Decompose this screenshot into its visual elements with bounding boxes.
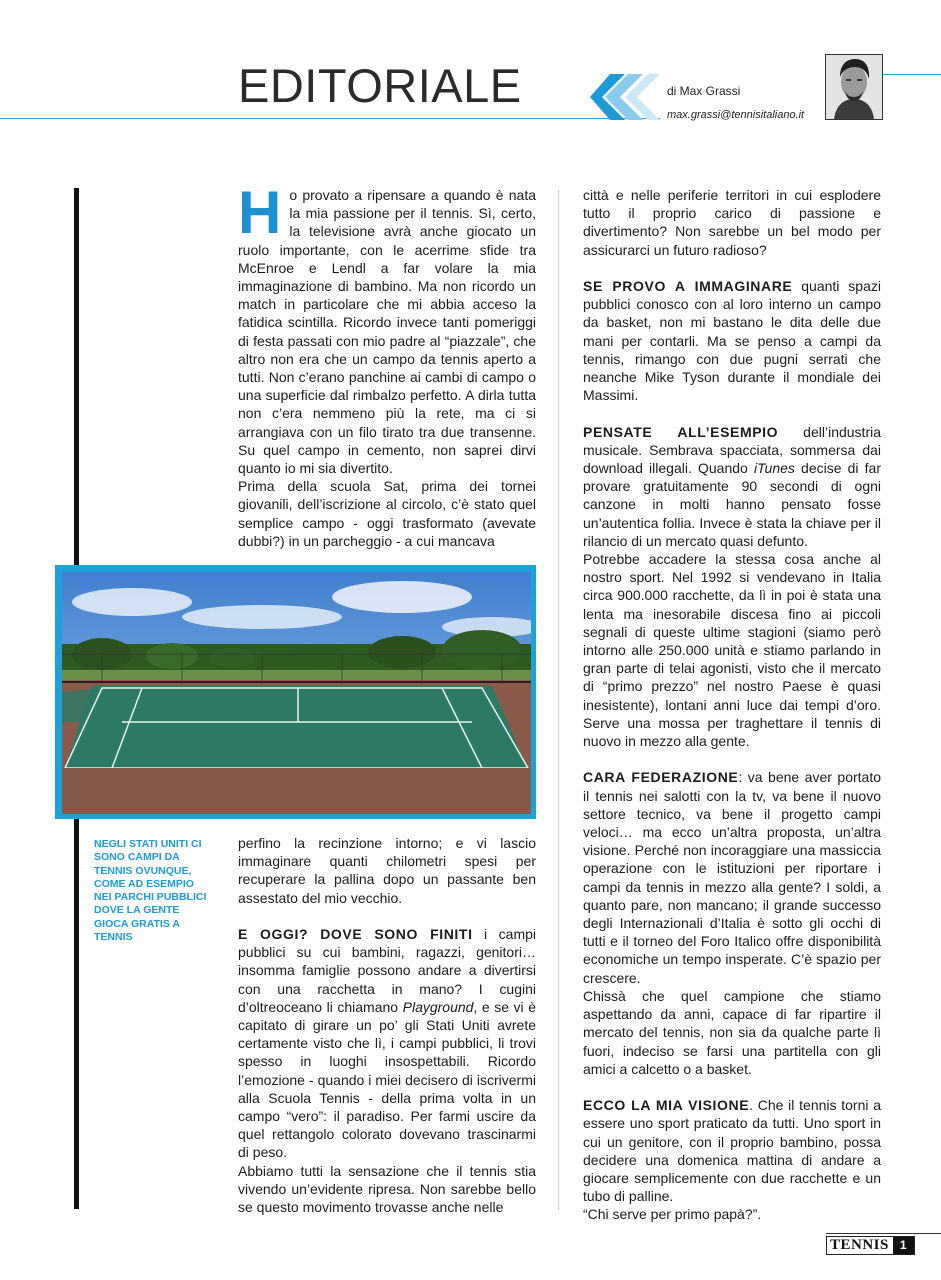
chevrons-graphic	[590, 74, 660, 120]
paragraph: Abbiamo tutti la sensazione che il tennis stia vivendo un’evidente ripresa. Non sarebbe bello se questo movimento trovasse anche nelle	[238, 1162, 536, 1216]
paragraph: Prima della scuola Sat, prima dei tornei giovanili, dell’iscrizione al circolo, c’è stato quel semplice campo - oggi trasformato (avevate dubbi?) in un parcheggio - a cui mancava	[238, 478, 536, 549]
paragraph: E OGGI? DOVE SONO FINITI i campi pubblici su cui bambini, ragazzi, genitori… insomma famiglie possono andare a divertirsi con una racchetta in mano? I cugini d’oltreoceano li chiamano Playground, e se vi è capitato di girare un po’ gli Stati Uniti avrete certamente visto che lì, i campi pubblici, li trovi spesso in luoghi insospettabili. Ricordo l’emozione - quando i miei decisero di iscrivermi alla Scuola Tennis - della prima volta in un campo “vero”: il paradiso. Per farmi uscire da quel rettangolo colorato dovevano trascinarmi di peso.	[238, 926, 536, 1161]
section-lead: E OGGI? DOVE SONO FINITI	[238, 926, 473, 942]
photo-caption: NEGLI STATI UNITI CI SONO CAMPI DA TENNIS OVUNQUE, COME AD ESEMPIO NEI PARCHI PUBBLICI DOVE LA GENTE GIOCA GRATIS A TENNIS	[94, 838, 207, 944]
paragraph: ECCO LA MIA VISIONE. Che il tennis torni a essere uno sport praticato da tutti. Uno sport in cui un genitore, con il proprio bambino, possa decidere una domenica mattina di andare a giocare semplicemente con due racchette e un tubo di palline.	[583, 1097, 881, 1205]
author-byline: di Max Grassi	[667, 84, 741, 98]
paragraph: Potrebbe accadere la stessa cosa anche al nostro sport. Nel 1992 si vendevano in Italia circa 900.000 racchette, da lì in poi è stata una lenta ma inesorabile discesa fino ai piccoli segnali di queste ultime stagioni (siamo però intorno alle 250.000 unità e stiamo parlando in gran parte di telai agonisti, visto che il mercato di “primo prezzo” nel nostro Paese è quasi inesistente), lontani anni luce dai tempi d’oro. Serve una mossa per traghettare il tennis di nuovo in mezzo alla gente.	[583, 551, 881, 750]
paragraph-gap	[583, 259, 881, 277]
column-separator	[558, 190, 559, 1210]
paragraph: CARA FEDERAZIONE: va bene aver portato il tennis nei salotti con la tv, va bene il nuovo settore tecnico, va bene il progetto campi veloci… ma ecco un’altra proposta, un’altra visione. Perché non incoraggiare una massiccia operazione con le istituzioni per riportare i campi da tennis in mezzo alla gente? I soldi, a quanto pare, non mancano; il grande successo degli Internazionali d’Italia è sotto gli occhi di tutti e il torneo del Foro Italico offre disponibilità economiche un tempo insperate. C’è spazio per crescere.	[583, 769, 881, 986]
paragraph: SE PROVO A IMMAGINARE quanti spazi pubblici conosco con al loro interno un campo da basket, non mi bastano le dita delle due mani per contarli. Ma se penso a campi da tennis, rimango con due pugni serrati che neanche Mike Tyson durante il mondiale dei Massimi.	[583, 278, 881, 404]
tennis-court-photo	[62, 572, 531, 814]
section-lead: SE PROVO A IMMAGINARE	[583, 278, 793, 294]
article-column-1-bottom	[238, 834, 536, 1216]
section-lead: CARA FEDERAZIONE	[583, 769, 739, 786]
footer-rule	[826, 1233, 941, 1234]
page-number: 1	[893, 1237, 914, 1254]
paragraph: “Chi serve per primo papà?”.	[583, 1206, 762, 1223]
paragraph: PENSATE ALL’ESEMPIO dell’industria musicale. Sembrava spacciata, sommersa dai download illegali. Quando iTunes decise di far provare gratuitamente 90 secondi di ogni canzone in molti hanno pensato fosse un’autentica follia. Invece è stata la chiave per il rilancio di un mercato quasi defunto.	[583, 423, 881, 549]
paragraph: città e nelle periferie territori in cui esplodere tutto il proprio carico di passione e divertimento? Non sarebbe un bel modo per assicurarci un futuro radioso?	[583, 187, 881, 258]
paragraph-gap	[238, 907, 536, 925]
magazine-logo	[826, 1236, 915, 1255]
section-lead: PENSATE ALL’ESEMPIO	[583, 423, 779, 440]
paragraph-gap	[583, 750, 881, 768]
drop-cap: H	[238, 179, 282, 246]
author-email[interactable]: max.grassi@tennisitaliano.it	[667, 109, 805, 121]
header-rule-right	[880, 74, 941, 75]
header-rule-left	[0, 118, 660, 119]
page-title: EDITORIALE	[238, 59, 522, 112]
paragraph: o provato a ripensare a quando è nata la mia passione per il tennis. Sì, certo, la televisione avrà anche giocato un ruolo importante, con le acerrime sfide tra McEnroe e Lendl a far volare la mia immaginazione di bambino. Ma non ricordo un match in particolare che mi abbia acceso la fatidica scintilla. Ricordo invece tanti pomeriggi di festa passati con mio padre al “piazzale”, che altro non era che un campo da tennis aperto a tutti. Non c’erano panchine ai cambi di campo o una superficie dal rimbalzo perfetto. A dirla tutta non c’era nemmeno più la rete, ma ci si arrangiava con un filo tirato tra due transenne. Su quel campo in cemento, non saprei dirvi quanto io mi sia divertito.	[238, 187, 536, 477]
logo-text: TENNIS	[830, 1237, 889, 1253]
paragraph: perfino la recinzione intorno; e vi lascio immaginare quanti chilometri spesi per recuperare la pallina dopo un passante ben assestato del mio vecchio.	[238, 835, 536, 906]
paragraph-gap	[583, 404, 881, 422]
author-photo	[825, 54, 883, 120]
article-column-1-top	[238, 179, 536, 550]
article-column-2	[583, 186, 881, 1224]
paragraph-gap	[583, 1078, 881, 1096]
paragraph: Chissà che quel campione che stiamo aspettando da anni, capace di far ripartire il mercato del tennis, non sia da qualche parte lì fuori, indeciso se farsi una partitella con gli amici a calcetto o a basket.	[583, 987, 881, 1077]
section-lead: ECCO LA MIA VISIONE	[583, 1097, 750, 1114]
